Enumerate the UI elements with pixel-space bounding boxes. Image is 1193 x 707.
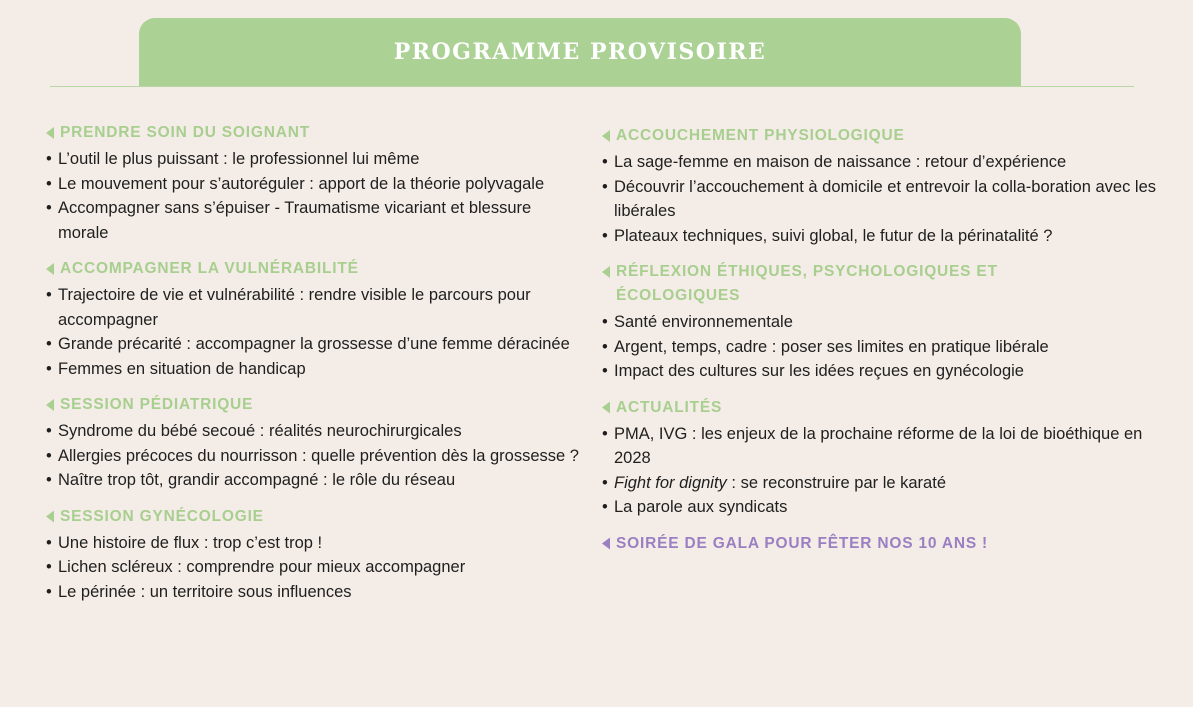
list-item: • Lichen scléreux : comprendre pour mieux accompagner xyxy=(46,555,586,580)
section-pediatrique xyxy=(46,393,586,493)
list-item: • La parole aux syndicats xyxy=(602,495,1162,520)
arrow-icon xyxy=(46,511,54,523)
section-heading: ACCOMPAGNER LA VULNÉRABILITÉ xyxy=(46,257,586,281)
list-item: • Impact des cultures sur les idées reçues en gynécologie xyxy=(602,359,1162,384)
list-item: • Grande précarité : accompagner la grossesse d’une femme déracinée xyxy=(46,332,586,357)
left-column xyxy=(46,121,586,616)
list-item: • Femmes en situation de handicap xyxy=(46,357,586,382)
section-actualites xyxy=(602,396,1162,520)
list-item: • Le périnée : un territoire sous influences xyxy=(46,580,586,605)
banner-divider xyxy=(50,86,1134,87)
list-item: • La sage-femme en maison de naissance : retour d’expérience xyxy=(602,150,1162,175)
list-item: • Le mouvement pour s’autoréguler : apport de la théorie polyvagale xyxy=(46,172,586,197)
list-item: • Allergies précoces du nourrisson : quelle prévention dès la grossesse ? xyxy=(46,444,586,469)
section-reflexion xyxy=(602,260,1162,384)
section-gynecologie xyxy=(46,505,586,605)
list-item: • Plateaux techniques, suivi global, le futur de la périnatalité ? xyxy=(602,224,1162,249)
section-heading: SESSION GYNÉCOLOGIE xyxy=(46,505,586,529)
list-item: • Syndrome du bébé secoué : réalités neurochirurgicales xyxy=(46,419,586,444)
section-heading: ACTUALITÉS xyxy=(602,396,1162,420)
section-heading: ACCOUCHEMENT PHYSIOLOGIQUE xyxy=(602,124,1162,148)
list-item: • Argent, temps, cadre : poser ses limites en pratique libérale xyxy=(602,335,1162,360)
section-heading: SESSION PÉDIATRIQUE xyxy=(46,393,586,417)
list-item: • L’outil le plus puissant : le professionnel lui même xyxy=(46,147,586,172)
section-vulnerabilite xyxy=(46,257,586,381)
right-column xyxy=(602,124,1162,558)
section-heading: PRENDRE SOIN DU SOIGNANT xyxy=(46,121,586,145)
list-item: • Découvrir l’accouchement à domicile et entrevoir la colla-boration avec les libérales xyxy=(602,175,1162,224)
list-item: • Accompagner sans s’épuiser - Traumatisme vicariant et blessure morale xyxy=(46,196,586,245)
programme-banner xyxy=(139,18,1021,86)
list-item: • Une histoire de flux : trop c’est trop ! xyxy=(46,531,586,556)
arrow-icon xyxy=(602,402,610,414)
arrow-icon xyxy=(602,538,610,550)
arrow-icon xyxy=(46,263,54,275)
section-prendre-soin xyxy=(46,121,586,245)
programme-title: PROGRAMME PROVISOIRE xyxy=(393,39,767,65)
list-item: • Fight for dignity : se reconstruire par le karaté xyxy=(602,471,1162,496)
section-accouchement xyxy=(602,124,1162,248)
list-item: • Santé environnementale xyxy=(602,310,1162,335)
arrow-icon xyxy=(46,127,54,139)
section-heading: RÉFLEXION ÉTHIQUES, PSYCHOLOGIQUES ET ÉCOLOGIQUES xyxy=(602,260,1162,308)
arrow-icon xyxy=(602,266,610,278)
list-item: • PMA, IVG : les enjeux de la prochaine réforme de la loi de bioéthique en 2028 xyxy=(602,422,1162,471)
list-item: • Naître trop tôt, grandir accompagné : le rôle du réseau xyxy=(46,468,586,493)
arrow-icon xyxy=(602,130,610,142)
list-item: • Trajectoire de vie et vulnérabilité : rendre visible le parcours pour accompagner xyxy=(46,283,586,332)
arrow-icon xyxy=(46,399,54,411)
gala-heading: SOIRÉE DE GALA POUR FÊTER NOS 10 ANS ! xyxy=(602,532,1162,556)
